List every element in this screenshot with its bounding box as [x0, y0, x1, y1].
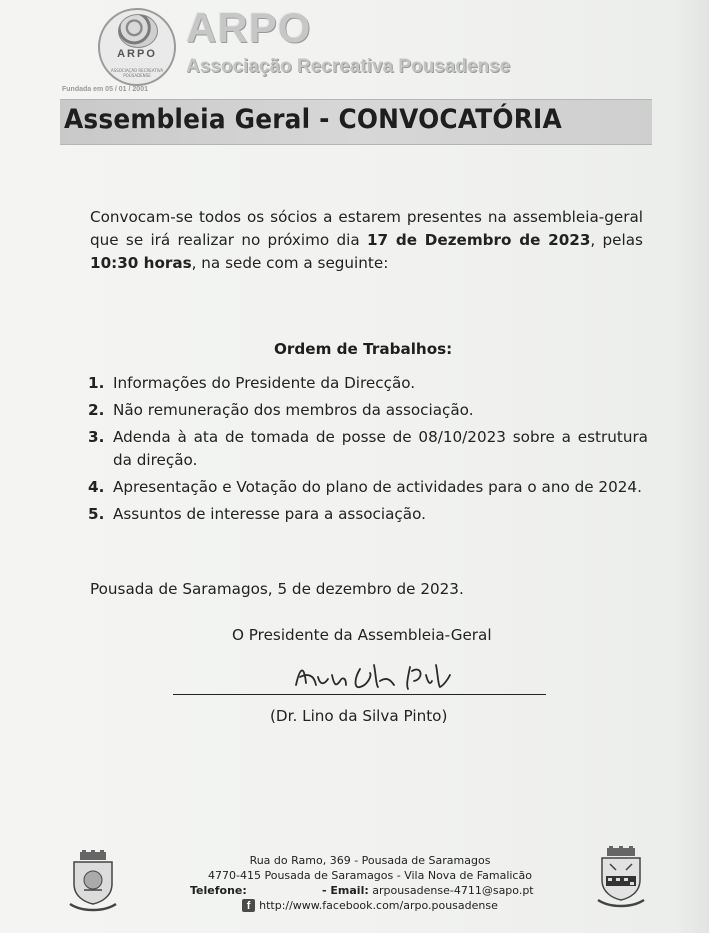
footer-contact: [190, 853, 550, 913]
agenda-item: [88, 503, 648, 526]
famalicao-crest-icon: [594, 846, 648, 910]
pousada-crest-icon: [66, 850, 120, 914]
agenda-item-text: Adenda à ata de tomada de posse de 08/10/2023 sobre a estrutura da direção.: [113, 428, 648, 469]
agenda-item-number: 5.: [88, 505, 105, 523]
footer-address-2: 4770-415 Pousada de Saramagos - Vila Nova de Famalicão: [208, 869, 532, 882]
meeting-time: 10:30 horas: [90, 254, 192, 272]
email-address[interactable]: arpousadense-4711@sapo.pt: [372, 884, 534, 897]
agenda-item: [88, 399, 648, 422]
agenda-item-number: 3.: [88, 428, 105, 446]
intro-text-3: , na sede com a seguinte:: [191, 254, 389, 272]
agenda-item-text: Apresentação e Votação do plano de actividades para o ano de 2024.: [113, 478, 642, 496]
agenda-item: [88, 476, 648, 499]
brand-name: ARPO: [186, 4, 312, 51]
agenda-item: [88, 372, 648, 395]
facebook-row: [190, 898, 550, 913]
football-icon: [118, 14, 158, 48]
agenda-item-number: 2.: [88, 401, 105, 419]
intro-paragraph: [90, 206, 643, 275]
founded-date: Fundada em 05 / 01 / 2001: [62, 86, 148, 93]
arpo-seal-logo: [98, 8, 176, 86]
agenda-item-number: 1.: [88, 374, 105, 392]
signatory-role: O Presidente da Assembleia-Geral: [232, 626, 492, 644]
seal-subtext: ASSOCIAÇÃO RECREATIVA POUSADENSE: [110, 68, 164, 78]
signature-line: [173, 694, 546, 695]
agenda-item: [88, 426, 648, 472]
agenda-title: Ordem de Trabalhos:: [274, 340, 453, 358]
facebook-url[interactable]: http://www.facebook.com/arpo.pousadense: [259, 899, 498, 912]
meeting-date: 17 de Dezembro de 2023: [366, 231, 591, 249]
agenda-item-number: 4.: [88, 478, 105, 496]
place-and-date: Pousada de Saramagos, 5 de dezembro de 2023.: [90, 580, 464, 598]
signatory-name: (Dr. Lino da Silva Pinto): [270, 707, 448, 725]
footer-address-1: Rua do Ramo, 369 - Pousada de Saramagos: [249, 854, 491, 867]
agenda-item-text: Não remuneração dos membros da associação.: [113, 401, 474, 419]
footer-contact-row: [190, 883, 550, 898]
intro-text-2: , pelas: [590, 231, 643, 249]
intro-text-1: Convocam-se todos os sócios a estarem presentes na assembleia-geral que se irá realizar no próximo dia: [90, 208, 643, 249]
facebook-icon: f: [242, 899, 255, 912]
seal-text: ARPO: [117, 48, 157, 60]
brand-subtitle: Associação Recreativa Pousadense: [186, 56, 511, 77]
phone-label: Telefone:: [190, 884, 247, 897]
email-label: - Email:: [322, 884, 369, 897]
agenda-item-text: Informações do Presidente da Direcção.: [113, 374, 416, 392]
document-title: Assembleia Geral - CONVOCATÓRIA: [64, 104, 562, 135]
agenda-list: [88, 372, 648, 530]
agenda-item-text: Assuntos de interesse para a associação.: [113, 505, 426, 523]
email-wrapper: [322, 883, 534, 898]
